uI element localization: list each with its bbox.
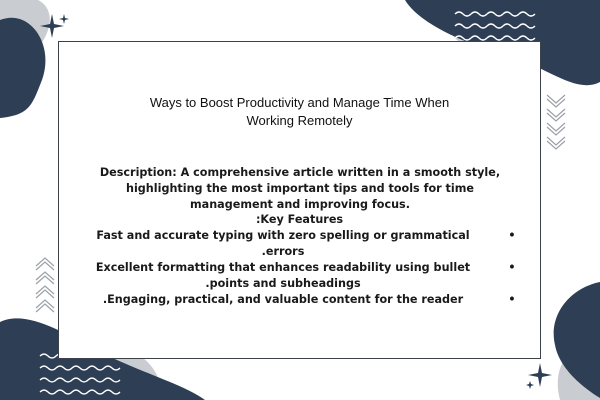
page-title: [59, 94, 540, 130]
bullet-icon: •: [508, 261, 516, 274]
key-features-heading: :Key Features: [255, 213, 344, 226]
description-line: highlighting the most important tips and tools for time: [126, 182, 474, 195]
sparkle-icon: [526, 381, 534, 389]
title-line: Ways to Boost Productivity and Manage Time When: [149, 95, 450, 110]
sparkle-icon: [528, 363, 552, 387]
sparkle-icon: [59, 14, 69, 24]
feature-line: Excellent formatting that enhances readability using bullet: [95, 261, 471, 274]
description: [67, 165, 533, 213]
feature-item: [73, 292, 493, 308]
description-line: Description: A comprehensive article written in a smooth style,: [99, 166, 501, 179]
feature-line: .errors: [261, 245, 305, 258]
feature-line: .points and subheadings: [205, 277, 361, 290]
chevron-down-icon-group: [547, 95, 565, 149]
content-card: [58, 41, 541, 359]
feature-line: Fast and accurate typing with zero spelling or grammatical: [96, 229, 470, 242]
description-line: management and improving focus.: [190, 198, 410, 211]
feature-line: .Engaging, practical, and valuable content for the reader: [102, 293, 464, 306]
chevron-up-icon-group: [36, 258, 54, 312]
bullet-icon: •: [508, 293, 516, 306]
feature-item: [73, 260, 493, 292]
feature-item: [73, 228, 493, 260]
title-line: Working Remotely: [246, 113, 353, 128]
bullet-icon: •: [508, 229, 516, 242]
